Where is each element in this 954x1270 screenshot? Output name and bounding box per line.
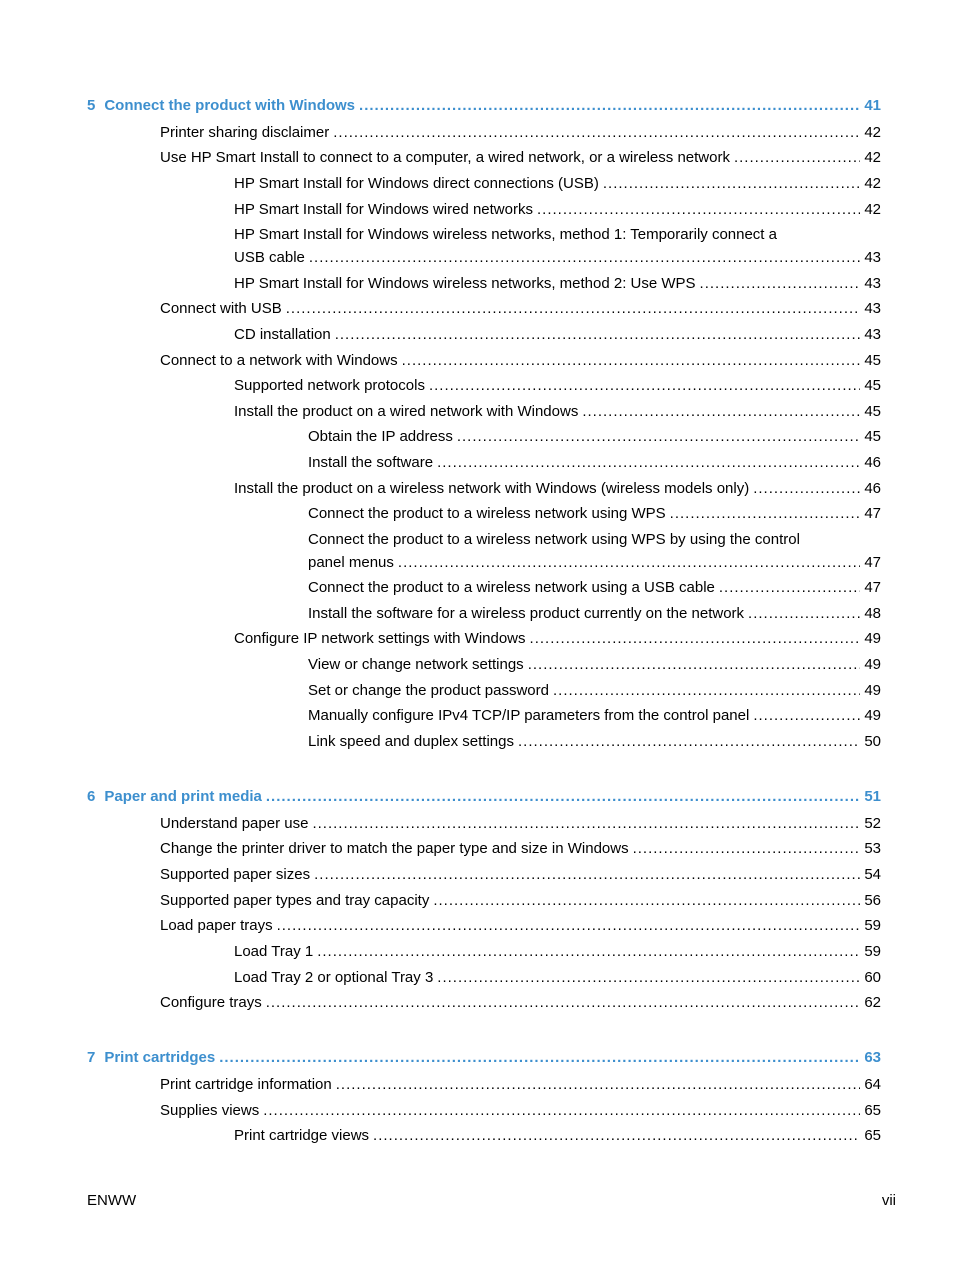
entry-title-first-line[interactable]: Connect the product to a wireless network using WPS by using the control bbox=[308, 531, 800, 548]
page-number: 47 bbox=[864, 554, 881, 571]
toc-entry[interactable] bbox=[308, 454, 881, 472]
entry-title: Load Tray 1 bbox=[234, 943, 314, 960]
toc-chapter-5[interactable] bbox=[87, 97, 881, 115]
page-number: 46 bbox=[864, 480, 881, 497]
dot-leader bbox=[748, 605, 860, 623]
entry-title: Understand paper use bbox=[160, 815, 309, 832]
dot-leader bbox=[309, 249, 860, 267]
entry-title: Supported paper sizes bbox=[160, 866, 311, 883]
page-number: 42 bbox=[864, 124, 881, 141]
dot-leader bbox=[457, 428, 860, 446]
dot-leader bbox=[398, 554, 860, 572]
page-number: 65 bbox=[864, 1102, 881, 1119]
toc-entry[interactable] bbox=[234, 403, 881, 421]
page-number: 53 bbox=[864, 840, 881, 857]
page-number: 48 bbox=[864, 605, 881, 622]
dot-leader bbox=[266, 788, 860, 806]
dot-leader bbox=[266, 994, 861, 1012]
dot-leader bbox=[753, 707, 860, 725]
dot-leader bbox=[402, 352, 861, 370]
page-number: 45 bbox=[864, 352, 881, 369]
entry-title: Connect with USB bbox=[160, 300, 282, 317]
page-number: 47 bbox=[864, 505, 881, 522]
page-number: 54 bbox=[864, 866, 881, 883]
page-number: 42 bbox=[864, 149, 881, 166]
chapter-number: 6 bbox=[87, 788, 96, 805]
page-number: 42 bbox=[864, 175, 881, 192]
toc-entry[interactable] bbox=[308, 579, 881, 597]
entry-title: Install the software bbox=[308, 454, 434, 471]
page-number: 65 bbox=[864, 1127, 881, 1144]
toc-chapter-7[interactable] bbox=[87, 1049, 881, 1067]
dot-leader bbox=[286, 300, 861, 318]
entry-title: Set or change the product password bbox=[308, 682, 549, 699]
page-number: 43 bbox=[864, 275, 881, 292]
dot-leader bbox=[429, 377, 860, 395]
page-number: 52 bbox=[864, 815, 881, 832]
toc-entry[interactable] bbox=[234, 249, 881, 267]
page-number: 49 bbox=[864, 682, 881, 699]
entry-title: View or change network settings bbox=[308, 656, 524, 673]
dot-leader bbox=[335, 326, 861, 344]
entry-title: panel menus bbox=[308, 554, 394, 571]
dot-leader bbox=[537, 201, 860, 219]
toc-entry[interactable] bbox=[160, 124, 881, 142]
toc-entry[interactable] bbox=[160, 815, 881, 833]
dot-leader bbox=[317, 943, 860, 961]
entry-title: Obtain the IP address bbox=[308, 428, 453, 445]
entry-title: USB cable bbox=[234, 249, 305, 266]
toc-entry[interactable] bbox=[160, 840, 881, 858]
page-number: 59 bbox=[864, 917, 881, 934]
dot-leader bbox=[263, 1102, 860, 1120]
page-number: 62 bbox=[864, 994, 881, 1011]
chapter-number: 7 bbox=[87, 1049, 96, 1066]
toc-entry[interactable] bbox=[160, 300, 881, 318]
chapter-title: Connect the product with Windows bbox=[104, 97, 356, 114]
dot-leader bbox=[518, 733, 860, 751]
entry-title: Install the product on a wireless network with Windows (wireless models only) bbox=[234, 480, 750, 497]
page-number: 45 bbox=[864, 377, 881, 394]
toc-entry[interactable] bbox=[234, 201, 881, 219]
toc-entry[interactable] bbox=[160, 1076, 881, 1094]
toc-entry[interactable] bbox=[234, 377, 881, 395]
entry-title: Supplies views bbox=[160, 1102, 260, 1119]
chapter-title: Paper and print media bbox=[104, 788, 262, 805]
dot-leader bbox=[734, 149, 860, 167]
dot-leader bbox=[437, 969, 860, 987]
page-number: 42 bbox=[864, 201, 881, 218]
toc-entry[interactable] bbox=[160, 892, 881, 910]
dot-leader bbox=[528, 656, 861, 674]
page-number: 60 bbox=[864, 969, 881, 986]
page-number: 47 bbox=[864, 579, 881, 596]
dot-leader bbox=[373, 1127, 860, 1145]
toc-entry[interactable] bbox=[160, 1102, 881, 1120]
toc-entry[interactable] bbox=[234, 326, 881, 344]
page-number: 59 bbox=[864, 943, 881, 960]
entry-title: Printer sharing disclaimer bbox=[160, 124, 330, 141]
toc-entry[interactable] bbox=[160, 352, 881, 370]
toc-entry[interactable] bbox=[160, 994, 881, 1012]
page-number: 41 bbox=[864, 97, 881, 114]
dot-leader bbox=[603, 175, 860, 193]
footer-page-number: vii bbox=[881, 1192, 896, 1209]
entry-title: Load paper trays bbox=[160, 917, 273, 934]
entry-title-first-line[interactable]: HP Smart Install for Windows wireless networks, method 1: Temporarily connect a bbox=[234, 226, 777, 243]
dot-leader bbox=[719, 579, 860, 597]
toc-entry[interactable] bbox=[234, 275, 881, 293]
toc-entry[interactable] bbox=[160, 917, 881, 935]
page-number: 50 bbox=[864, 733, 881, 750]
toc-entry[interactable] bbox=[308, 656, 881, 674]
dot-leader bbox=[553, 682, 860, 700]
entry-title: Connect the product to a wireless network using WPS bbox=[308, 505, 666, 522]
entry-title: Load Tray 2 or optional Tray 3 bbox=[234, 969, 434, 986]
entry-title: Change the printer driver to match the paper type and size in Windows bbox=[160, 840, 629, 857]
page-number: 56 bbox=[864, 892, 881, 909]
entry-title: HP Smart Install for Windows wired networks bbox=[234, 201, 533, 218]
toc-entry[interactable] bbox=[234, 1127, 881, 1145]
dot-leader bbox=[582, 403, 860, 421]
page-number: 49 bbox=[864, 707, 881, 724]
page-number: 43 bbox=[864, 300, 881, 317]
toc-entry[interactable] bbox=[308, 682, 881, 700]
toc-entry[interactable] bbox=[234, 175, 881, 193]
chapter-title: Print cartridges bbox=[104, 1049, 216, 1066]
entry-title: Configure IP network settings with Windows bbox=[234, 630, 526, 647]
page-number: 43 bbox=[864, 326, 881, 343]
entry-title: Supported paper types and tray capacity bbox=[160, 892, 430, 909]
page-number: 63 bbox=[864, 1049, 881, 1066]
toc-entry[interactable] bbox=[234, 480, 881, 498]
toc-entry[interactable] bbox=[308, 733, 881, 751]
entry-title: HP Smart Install for Windows direct connections (USB) bbox=[234, 175, 599, 192]
dot-leader bbox=[530, 630, 861, 648]
entry-title: Print cartridge views bbox=[234, 1127, 370, 1144]
chapter-number: 5 bbox=[87, 97, 96, 114]
dot-leader bbox=[277, 917, 861, 935]
toc-entry[interactable] bbox=[308, 428, 881, 446]
page-number: 45 bbox=[864, 403, 881, 420]
toc-entry[interactable] bbox=[234, 943, 881, 961]
dot-leader bbox=[336, 1076, 861, 1094]
toc-entry[interactable] bbox=[308, 554, 881, 572]
toc-entry[interactable] bbox=[160, 149, 881, 167]
page-number: 49 bbox=[864, 630, 881, 647]
entry-title: Install the product on a wired network with Windows bbox=[234, 403, 579, 420]
dot-leader bbox=[633, 840, 861, 858]
toc-entry[interactable] bbox=[234, 969, 881, 987]
page-number: 46 bbox=[864, 454, 881, 471]
toc-entry[interactable] bbox=[308, 605, 881, 623]
dot-leader bbox=[333, 124, 860, 142]
toc-entry[interactable] bbox=[160, 866, 881, 884]
page-number: 49 bbox=[864, 656, 881, 673]
dot-leader bbox=[359, 97, 860, 115]
entry-title: Configure trays bbox=[160, 994, 262, 1011]
dot-leader bbox=[433, 892, 860, 910]
footer-left: ENWW bbox=[87, 1192, 137, 1209]
entry-title: HP Smart Install for Windows wireless networks, method 2: Use WPS bbox=[234, 275, 696, 292]
page-number: 43 bbox=[864, 249, 881, 266]
dot-leader bbox=[670, 505, 861, 523]
entry-title: Print cartridge information bbox=[160, 1076, 332, 1093]
toc-chapter-6[interactable] bbox=[87, 788, 881, 806]
dot-leader bbox=[312, 815, 860, 833]
toc-entry[interactable] bbox=[308, 707, 881, 725]
dot-leader bbox=[219, 1049, 860, 1067]
dot-leader bbox=[753, 480, 860, 498]
toc-entry[interactable] bbox=[234, 630, 881, 648]
entry-title: Use HP Smart Install to connect to a computer, a wired network, or a wireless network bbox=[160, 149, 730, 166]
entry-title: Link speed and duplex settings bbox=[308, 733, 514, 750]
entry-title: Connect the product to a wireless network using a USB cable bbox=[308, 579, 715, 596]
entry-title: Connect to a network with Windows bbox=[160, 352, 398, 369]
dot-leader bbox=[314, 866, 860, 884]
page-number: 51 bbox=[864, 788, 881, 805]
toc-entry[interactable] bbox=[308, 505, 881, 523]
dot-leader bbox=[700, 275, 861, 293]
entry-title: Supported network protocols bbox=[234, 377, 425, 394]
entry-title: CD installation bbox=[234, 326, 331, 343]
entry-title: Install the software for a wireless product currently on the network bbox=[308, 605, 745, 622]
page-number: 45 bbox=[864, 428, 881, 445]
page-number: 64 bbox=[864, 1076, 881, 1093]
entry-title: Manually configure IPv4 TCP/IP parameters from the control panel bbox=[308, 707, 750, 724]
dot-leader bbox=[437, 454, 860, 472]
